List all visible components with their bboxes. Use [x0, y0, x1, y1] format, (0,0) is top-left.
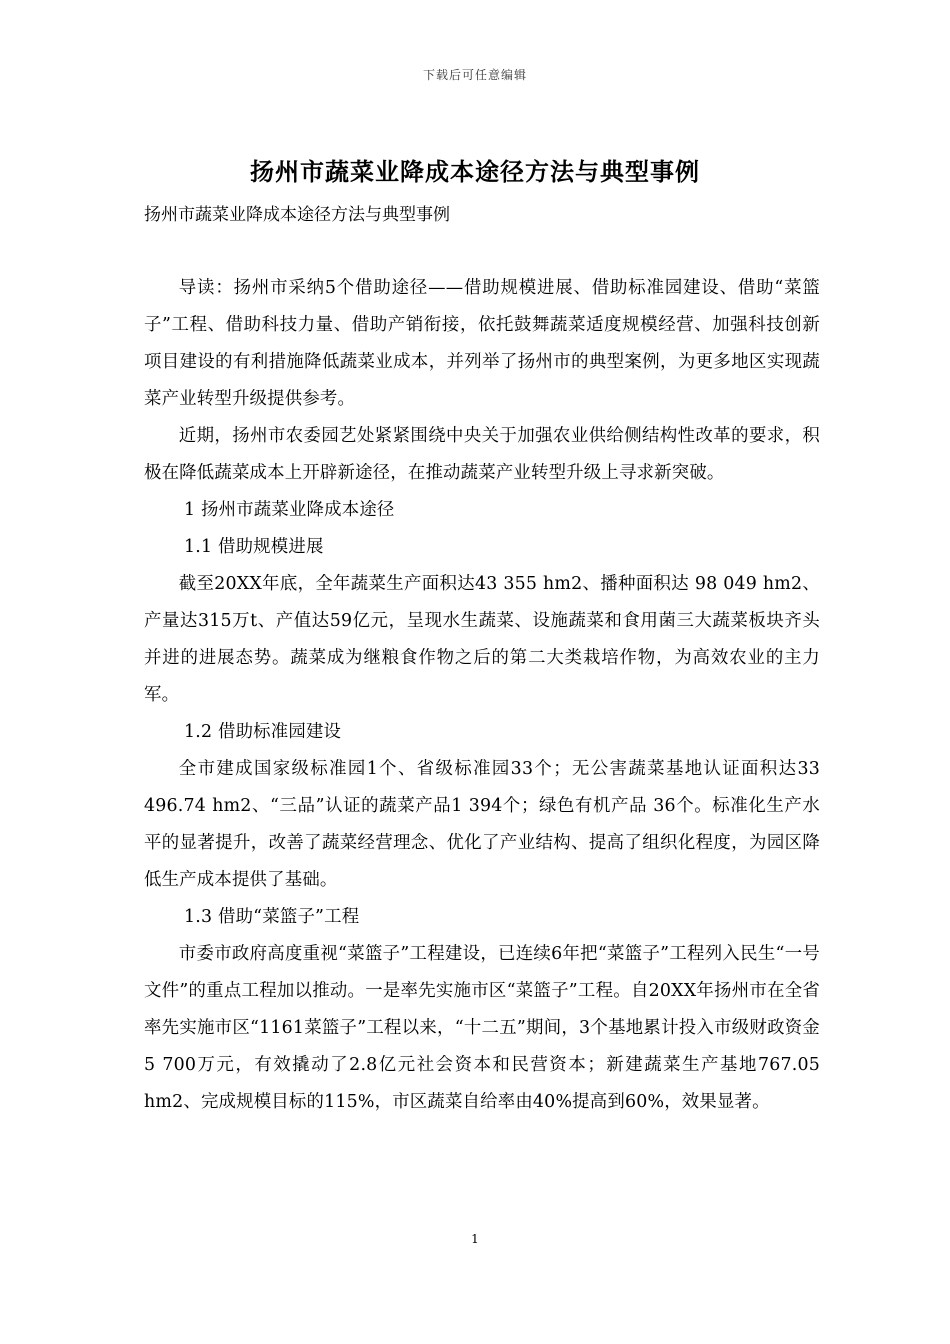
section-heading-1-3: 1.3 借助“菜篮子”工程	[184, 907, 360, 927]
paragraph-standard-garden: 全市建成国家级标准园1个、省级标准园33个；无公害蔬菜基地认证面积达33 496.74 hm2、“三品”认证的蔬菜产品1 394个；绿色有机产品 36个。标准化生产水平的显著提升，改善了蔬菜经营理念、优化了产业结构、提高了组织化程度，为园区降低生产成本提供了基础。	[144, 759, 820, 890]
paragraph-vegetable-basket: 市委市政府高度重视“菜篮子”工程建设，已连续6年把“菜篮子”工程列入民生“一号文件”的重点工程加以推动。一是率先实施市区“菜篮子”工程。自20XX年扬州市在全省率先实施市区“1161菜篮子”工程以来，“十二五”期间，3个基地累计投入市级财政资金5 700万元，有效撬动了2.8亿元社会资本和民营资本；新建蔬菜生产基地767.05 hm2、完成规模目标的115%，市区蔬菜自给率由40%提高到60%，效果显著。	[144, 944, 820, 1112]
section-heading-1: 1 扬州市蔬菜业降成本途径	[184, 500, 395, 520]
document-body	[144, 270, 820, 1121]
section-heading-1-2: 1.2 借助标准园建设	[184, 722, 342, 742]
header-note: 下载后可任意编辑	[422, 68, 527, 82]
document-title: 扬州市蔬菜业降成本途径方法与典型事例	[250, 157, 700, 186]
page-number: 1	[471, 1232, 479, 1246]
paragraph-scale: 截至20XX年底，全年蔬菜生产面积达43 355 hm2、播种面积达 98 049 hm2、产量达315万t、产值达59亿元，呈现水生蔬菜、设施蔬菜和食用菌三大蔬菜板块齐头并进的进展态势。蔬菜成为继粮食作物之后的第二大类栽培作物，为高效农业的主力军。	[144, 574, 820, 705]
document-subtitle: 扬州市蔬菜业降成本途径方法与典型事例	[144, 205, 450, 225]
paragraph-recent: 近期，扬州市农委园艺处紧紧围绕中央关于加强农业供给侧结构性改革的要求，积极在降低蔬菜成本上开辟新途径，在推动蔬菜产业转型升级上寻求新突破。	[144, 426, 820, 483]
paragraph-intro: 导读：扬州市采纳5个借助途径——借助规模进展、借助标准园建设、借助“菜篮子”工程、借助科技力量、借助产销衔接，依托鼓舞蔬菜适度规模经营、加强科技创新项目建设的有利措施降低蔬菜业成本，并列举了扬州市的典型案例，为更多地区实现蔬菜产业转型升级提供参考。	[144, 278, 820, 409]
section-heading-1-1: 1.1 借助规模进展	[184, 537, 324, 557]
